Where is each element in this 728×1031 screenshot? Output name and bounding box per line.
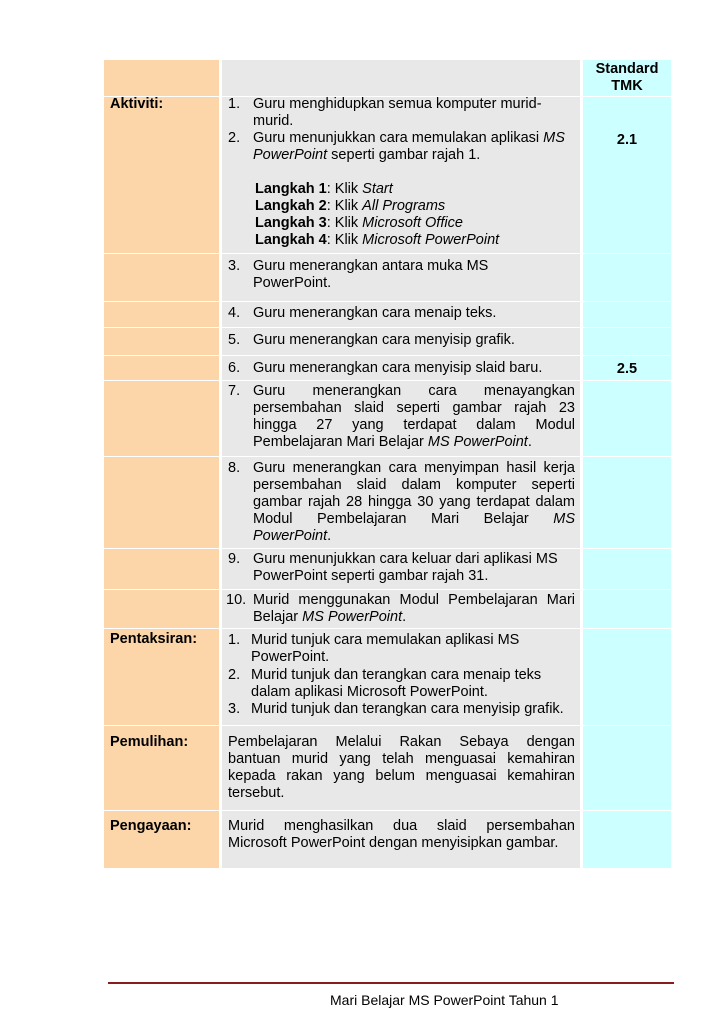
pentaksiran-item-3: Murid tunjuk dan terangkan cara menyisip grafik. (251, 701, 564, 717)
item-text: Guru menghidupkan semua komputer murid- (253, 96, 542, 112)
row-divider (104, 301, 671, 302)
step-3: Langkah 3: Klik Microsoft Office (255, 215, 463, 231)
aktiviti-item-3 (253, 258, 575, 292)
row-divider (104, 810, 671, 811)
pengayaan-label: Pengayaan: (110, 818, 192, 834)
aktiviti-item-2 (253, 130, 575, 164)
item-number: 4. (228, 305, 241, 321)
row-divider (104, 548, 671, 549)
step-4: Langkah 4: Klik Microsoft PowerPoint (255, 232, 500, 248)
standard-value-2-5: 2.5 (616, 361, 638, 377)
standard-value-2-1: 2.1 (616, 132, 638, 148)
standard-tmk-header: Standard TMK (595, 61, 659, 94)
item-text: Guru menunjukkan cara keluar dari aplikasi MS (253, 551, 558, 567)
item-number: 2. (228, 667, 241, 683)
item-text: PowerPoint. (253, 275, 332, 291)
item-number: 6. (228, 360, 241, 376)
pemulihan-label: Pemulihan: (110, 734, 189, 750)
pentaksiran-item-2 (251, 667, 573, 701)
step-1: Langkah 1: Klik Start (255, 181, 393, 197)
aktiviti-item-7: Guru menerangkan cara menayangkan persembahan slaid seperti gambar rajah 23 hingga 27 yang terdapat dalam Modul Pembelajaran Mari Belajar MS PowerPoint. (253, 383, 575, 450)
aktiviti-item-6: Guru menerangkan cara menyisip slaid baru. (253, 360, 543, 376)
item-number: 9. (228, 551, 241, 567)
footer-title: Mari Belajar MS PowerPoint Tahun 1 (330, 992, 559, 1008)
item-text: dalam aplikasi Microsoft PowerPoint. (251, 684, 488, 700)
row-divider (104, 380, 671, 381)
aktiviti-item-9 (253, 551, 575, 585)
row-divider (104, 327, 671, 328)
footer-divider (108, 982, 674, 984)
item-text: Murid tunjuk cara memulakan aplikasi MS (251, 632, 520, 648)
item-text: Guru menerangkan antara muka MS (253, 258, 489, 274)
item-text: murid. (253, 113, 294, 129)
item-text: Guru menunjukkan cara memulakan aplikasi MS (253, 130, 565, 146)
aktiviti-item-5: Guru menerangkan cara menyisip grafik. (253, 332, 515, 348)
item-text: PowerPoint seperti gambar rajah 1. (253, 147, 481, 163)
row-divider (104, 628, 671, 629)
pemulihan-text: Pembelajaran Melalui Rakan Sebaya dengan bantuan murid yang telah menguasai kemahiran kepada rakan yang belum menguasai kemahiran tersebut. (228, 734, 575, 801)
row-divider (104, 456, 671, 457)
item-text: Murid tunjuk dan terangkan cara menaip teks (251, 667, 542, 683)
item-text: PowerPoint. (251, 649, 330, 665)
item-number: 7. (228, 383, 241, 399)
row-divider (104, 355, 671, 356)
item-number: 5. (228, 332, 241, 348)
standard-column (583, 60, 671, 868)
item-number: 2. (228, 130, 241, 146)
item-number: 1. (228, 632, 241, 648)
aktiviti-item-10: Murid menggunakan Modul Pembelajaran Mari Belajar MS PowerPoint. (253, 592, 575, 625)
langkah-steps (255, 181, 577, 249)
pentaksiran-label: Pentaksiran: (110, 631, 198, 647)
row-divider (104, 589, 671, 590)
aktiviti-item-8: Guru menerangkan cara menyimpan hasil kerja persembahan slaid dalam komputer seperti gambar rajah 28 hingga 30 yang terdapat dalam Modul Pembelajaran Mari Belajar MS PowerPoint. (253, 460, 575, 544)
row-divider (104, 253, 671, 254)
item-number: 8. (228, 460, 241, 476)
item-text: PowerPoint seperti gambar rajah 31. (253, 568, 489, 584)
item-number: 10. (226, 592, 247, 608)
aktiviti-item-4: Guru menerangkan cara menaip teks. (253, 305, 497, 321)
row-divider (104, 725, 671, 726)
pentaksiran-item-1 (251, 632, 573, 666)
step-2: Langkah 2: Klik All Programs (255, 198, 446, 214)
item-number: 1. (228, 96, 241, 112)
item-number: 3. (228, 258, 241, 274)
aktiviti-label: Aktiviti: (110, 96, 164, 112)
aktiviti-item-1 (253, 96, 575, 130)
item-number: 3. (228, 701, 241, 717)
pengayaan-text: Murid menghasilkan dua slaid persembahan Microsoft PowerPoint dengan menyisipkan gambar. (228, 818, 575, 851)
